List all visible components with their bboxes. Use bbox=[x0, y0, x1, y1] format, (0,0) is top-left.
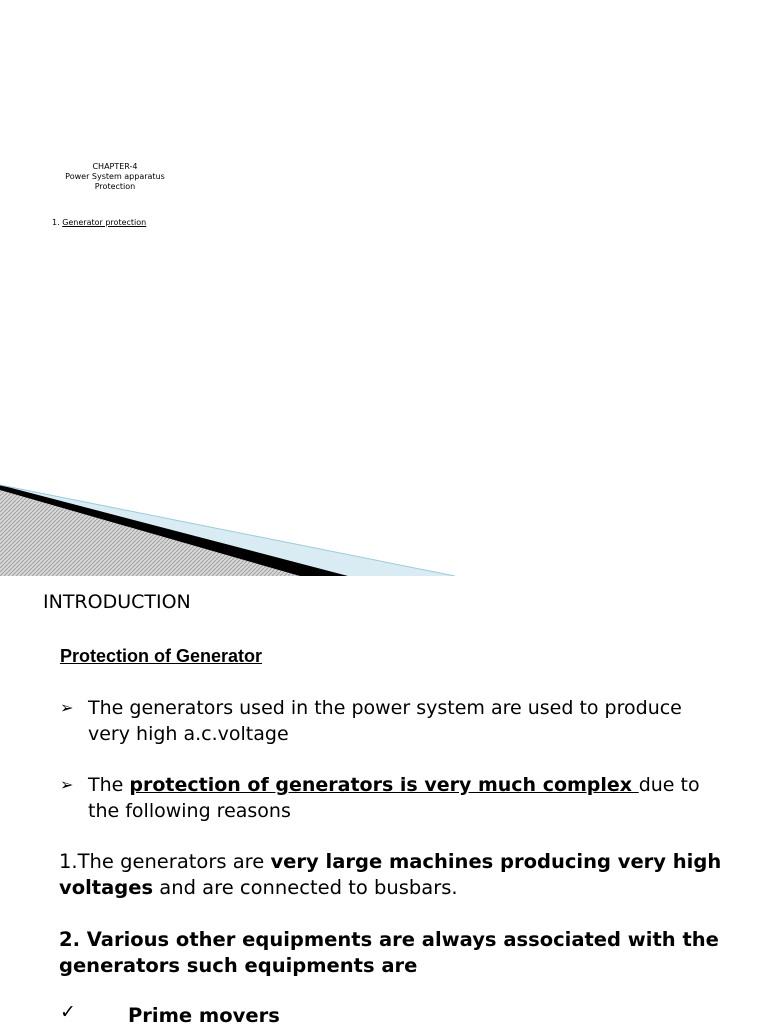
introduction-slide bbox=[0, 576, 768, 1024]
arrow-bullet-icon: ➢ bbox=[60, 698, 74, 717]
title-block bbox=[40, 162, 190, 192]
bullet-text: The generators used in the power system are used to produce very high a.c.voltage bbox=[88, 697, 682, 745]
toc-number: 1. bbox=[52, 218, 60, 227]
emphasis-text: protection of generators is very much complex bbox=[129, 774, 639, 796]
bullet-item bbox=[60, 772, 720, 824]
reason-1: 1.The generators are very large machines producing very high voltages and are connected to busbars. bbox=[59, 850, 722, 899]
check-item-prime-movers: Prime movers bbox=[128, 1004, 280, 1024]
decorative-swoosh bbox=[0, 480, 768, 576]
arrow-bullet-icon: ➢ bbox=[60, 775, 74, 794]
chapter-subtitle-2: Protection bbox=[94, 182, 136, 191]
bullet-text: The protection of generators is very much complex due to the following reasons bbox=[88, 774, 700, 822]
introduction-heading: INTRODUCTION bbox=[43, 591, 191, 613]
chapter-subtitle: Power System apparatus bbox=[65, 172, 165, 181]
section-title: Protection of Generator bbox=[60, 646, 263, 666]
bullet-item bbox=[60, 695, 720, 747]
checkmark-icon: ✓ bbox=[60, 1001, 76, 1023]
toc-label: Generator protection bbox=[62, 218, 147, 227]
chapter-label: CHAPTER-4 bbox=[92, 162, 138, 171]
toc-item-generator-protection bbox=[52, 218, 146, 227]
reason-2: 2. Various other equipments are always associated with the generators such equipments are bbox=[59, 928, 719, 977]
emphasis-text: very large machines producing very high voltages bbox=[59, 850, 722, 899]
